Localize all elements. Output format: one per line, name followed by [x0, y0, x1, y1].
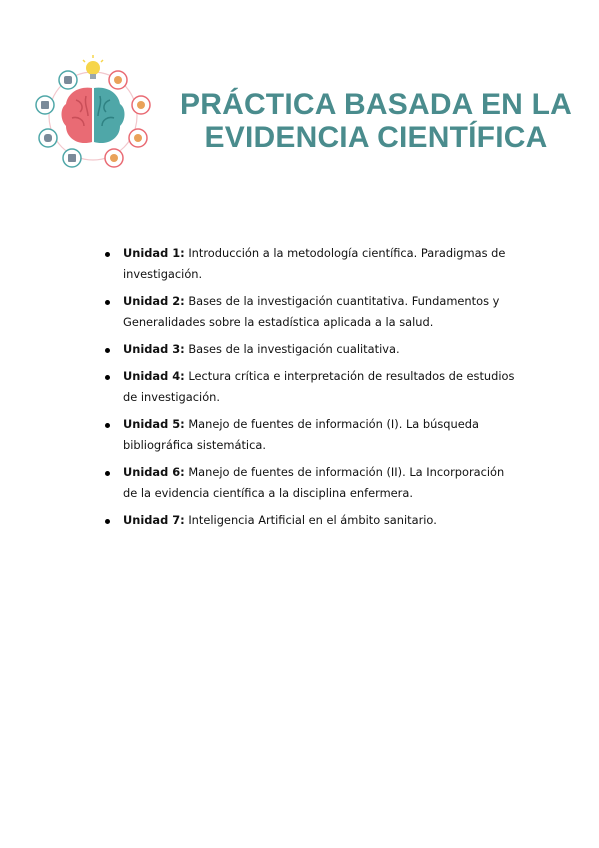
unit-label: Unidad 2: — [123, 294, 185, 308]
bullet-icon — [105, 471, 110, 476]
unit-text: Lectura crítica e interpretación de resultados de estudios de investigación. — [123, 369, 515, 404]
unit-text: Manejo de fuentes de información (I). La búsqueda bibliográfica sistemática. — [123, 417, 479, 452]
bullet-icon — [105, 252, 110, 257]
title-line-1: PRÁCTICA BASADA EN LA — [180, 88, 572, 121]
unit-text: Bases de la investigación cuantitativa. Fundamentos y Generalidades sobre la estadística aplicada a la salud. — [123, 294, 500, 329]
unit-item-7 — [105, 510, 515, 531]
unit-label: Unidad 3: — [123, 342, 185, 356]
bullet-icon — [105, 300, 110, 305]
unit-label: Unidad 1: — [123, 246, 185, 260]
unit-list — [105, 243, 515, 537]
unit-label: Unidad 5: — [123, 417, 185, 431]
unit-item-6 — [105, 462, 515, 504]
bullet-icon — [105, 423, 110, 428]
unit-label: Unidad 4: — [123, 369, 185, 383]
unit-text: Manejo de fuentes de información (II). La Incorporación de la evidencia científica a la disciplina enfermera. — [123, 465, 505, 500]
unit-item-3 — [105, 339, 515, 360]
unit-label: Unidad 7: — [123, 513, 185, 527]
unit-item-4 — [105, 366, 515, 408]
bullet-icon — [105, 348, 110, 353]
unit-label: Unidad 6: — [123, 465, 185, 479]
title-line-2: EVIDENCIA CIENTÍFICA — [204, 121, 548, 154]
bullet-icon — [105, 375, 110, 380]
bullet-icon — [105, 519, 110, 524]
unit-item-1 — [105, 243, 515, 285]
brain-science-icon — [28, 54, 158, 176]
unit-text: Introducción a la metodología científica. Paradigmas de investigación. — [123, 246, 506, 281]
unit-item-5 — [105, 414, 515, 456]
page-title — [166, 88, 586, 154]
unit-text: Inteligencia Artificial en el ámbito sanitario. — [184, 513, 437, 527]
unit-item-2 — [105, 291, 515, 333]
unit-text: Bases de la investigación cualitativa. — [184, 342, 400, 356]
